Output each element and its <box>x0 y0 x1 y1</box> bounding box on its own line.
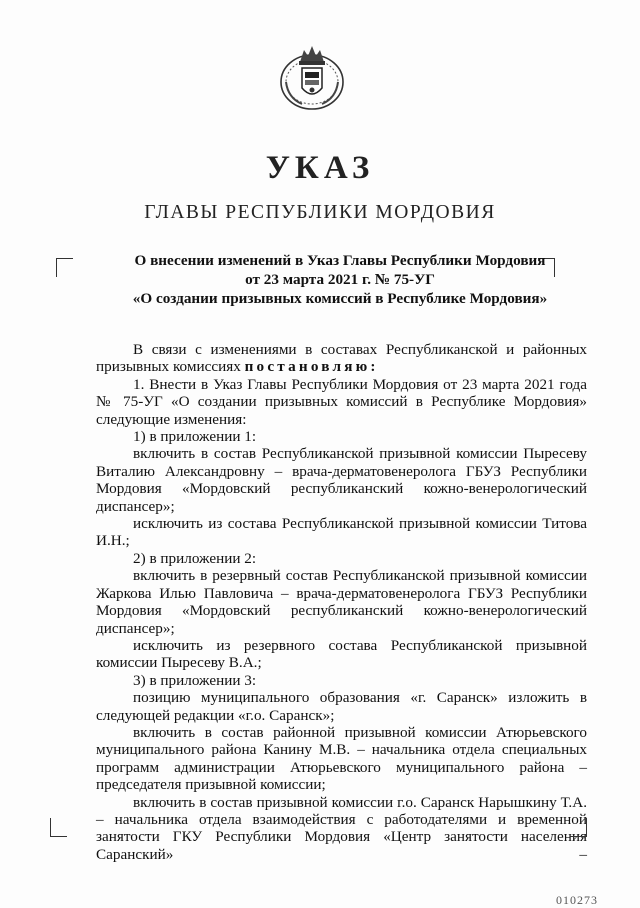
paragraph: 1. Внести в Указ Главы Республики Мордовия от 23 марта 2021 года № 75-УГ «О создании призывных комиссий в Республике Мордовия» следующие изменения: <box>96 375 587 428</box>
corner-mark-bottom-right <box>570 818 587 837</box>
paragraph: включить в состав Республиканской призывной комиссии Пыресеву Виталию Александровну – врача-дерматовенеролога ГБУЗ Республики Мордовия «Мордовский республиканский кожно-венерологический диспансер»; <box>96 445 587 515</box>
heading-line: О внесении изменений в Указ Главы Республики Мордовия <box>134 252 546 269</box>
paragraph: включить в состав призывной комиссии г.о. Саранск Нарышкину Т.А. – начальника отдела взаимодействия с работодателями и временной занятости ГКУ Республики Мордовия «Центр занятости населения Саранский» – <box>96 793 587 863</box>
corner-mark-top-left <box>56 258 73 277</box>
heading-line: от 23 марта 2021 г. № 75-УГ <box>245 271 435 288</box>
coat-of-arms-icon <box>278 42 346 112</box>
paragraph: исключить из резервного состава Республиканской призывной комиссии Пыресеву В.А.; <box>96 636 587 672</box>
paragraph: исключить из состава Республиканской призывной комиссии Титова И.Н.; <box>96 515 587 550</box>
intro-text: В связи с изменениями в составах Республиканской и районных призывных комиссиях <box>96 341 587 376</box>
paragraph: позицию муниципального образования «г. Саранск» изложить в следующей редакции «г.о. Саранск»; <box>96 689 587 724</box>
decree-body <box>96 341 587 863</box>
paragraph: 3) в приложении 3: <box>133 671 257 689</box>
decree-heading <box>90 251 590 308</box>
heading-line: «О создании призывных комиссий в Республике Мордовия» <box>132 290 548 307</box>
document-title: УКАЗ <box>265 150 375 186</box>
intro-paragraph <box>96 341 587 376</box>
paragraph: включить в состав районной призывной комиссии Атюрьевского муниципального района Канину М.В. – начальника отдела специальных программ администрации Атюрьевского муниципального района – председателя призывной комиссии; <box>96 723 587 794</box>
paragraph: 1) в приложении 1: <box>133 428 257 446</box>
corner-mark-bottom-left <box>50 818 67 837</box>
decree-word: постановляю: <box>244 358 379 376</box>
serial-number: 010273 <box>556 893 598 907</box>
paragraph: включить в резервный состав Республиканской призывной комиссии Жаркова Илью Павловича – врача-дерматовенеролога ГБУЗ Республики Мордовия «Мордовский республиканский кожно-венерологический диспансер»; <box>96 567 587 637</box>
paragraph: 2) в приложении 2: <box>133 549 257 567</box>
document-subtitle: ГЛАВЫ РЕСПУБЛИКИ МОРДОВИЯ <box>144 202 496 223</box>
